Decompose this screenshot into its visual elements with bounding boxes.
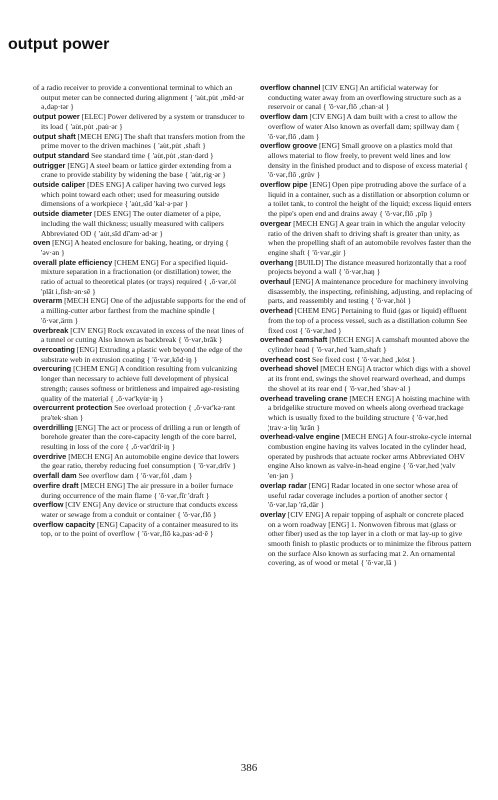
dictionary-entry (33, 151, 246, 161)
entry-headword: overlay (260, 509, 286, 519)
dictionary-entry (33, 238, 246, 257)
dictionary-entry (33, 258, 246, 297)
entry-definition: [CIV ENG] A repair topping of asphalt or concrete placed on a worn roadway [ENG] 1. Nonwoven fibrous mat (glass or other fiber) used as the top layer in a cloth or mat lay-up to give smooth finish to plastic products or to minimize the fibrous pattern on the surface Also known as surfacing mat 2. An ornamental covering, as of wood or metal { 'ō·vər‚lā } (268, 509, 472, 568)
dictionary-entry (33, 500, 246, 519)
entry-definition: See overload protection { ‚ō·vər'kə·rənt prə'tek·shən } (41, 403, 236, 422)
entry-definition: [ENG] A maintenance procedure for machinery involving disassembly, the inspecting, refinishing, adjusting, and replacing of parts, and reassembly and testing { 'ō·vər‚hȯl } (268, 277, 473, 306)
dictionary-entry (33, 83, 246, 112)
dictionary-entry (260, 112, 473, 141)
dictionary-entry (33, 423, 246, 452)
guide-word: output power (8, 36, 110, 53)
dictionary-entry (33, 345, 246, 364)
entry-definition: [CHEM ENG] A condition resulting from vulcanizing longer than necessary to achieve full development of physical strength; causes softness or brittleness and impaired age-resisting quality of the material { ‚ō·vər'kyu̇r·iŋ } (41, 364, 240, 403)
dictionary-entry (260, 83, 473, 112)
right-column (260, 83, 473, 568)
entry-definition: [ENG] A heated enclosure for baking, heating, or drying { 'əv·ən } (41, 238, 229, 257)
entry-definition: [MECH ENG] A hoisting machine with a bridgelike structure moved on wheels along overhead trackage which is usually fixed to the building structure { 'ō·vər‚hed ¦trav·ə·liŋ 'krān } (268, 393, 470, 432)
entry-headword: output shaft (33, 131, 76, 141)
dictionary-entry (260, 364, 473, 393)
entry-headword: overhead camshaft (260, 335, 328, 345)
dictionary-entry (260, 394, 473, 433)
dictionary-entry (33, 209, 246, 238)
dictionary-entry (260, 335, 473, 354)
entry-definition: [MECH ENG] A gear train in which the angular velocity ratio of the driven shaft to driving shaft is greater than unity, as when the propelling shaft of an automobile revolves faster than the engine shaft { 'ō·vər‚gir } (268, 218, 472, 257)
entry-headword: overdrilling (33, 422, 74, 432)
entry-headword: overcurrent protection (33, 403, 113, 413)
entry-headword: overbreak (33, 325, 69, 335)
dictionary-entry (33, 132, 246, 151)
dictionary-entry (260, 355, 473, 365)
dictionary-entry (33, 481, 246, 500)
entry-definition: [BUILD] The distance measured horizontally that a roof projects beyond a wall { 'ō·vər‚haŋ } (268, 257, 467, 277)
entry-headword: overflow channel (260, 83, 321, 92)
dictionary-entry (260, 277, 473, 306)
entry-headword: outrigger (33, 160, 66, 170)
entry-definition: See standard time { 'au̇t‚pu̇t ‚stan·dərd } (91, 150, 214, 160)
entry-definition: [CIV ENG] An artificial waterway for conducting water away from an overflowing structure such as a reservoir or canal { 'ō·vər‚flō ‚chan·əl } (268, 83, 461, 112)
dictionary-entry (33, 112, 246, 131)
entry-definition: [MECH ENG] The air pressure in a boiler furnace during occurrence of the main flame { 'ō·vər‚fīr 'draft } (41, 480, 234, 500)
entry-headword: overarm (33, 296, 63, 306)
entry-definition: [ENG] Extruding a plastic web beyond the edge of the substrate web in extrusion coating { 'ō·vər‚kōd·iŋ } (41, 344, 243, 364)
entry-headword: oven (33, 238, 51, 248)
entry-headword: outside diameter (33, 209, 93, 219)
entry-headword: overcoating (33, 344, 75, 354)
entry-headword: overhead cost (260, 354, 311, 364)
dictionary-entry (33, 471, 246, 481)
entry-headword: overhang (260, 257, 294, 267)
entry-headword: output standard (33, 150, 90, 160)
entry-definition: [CIV ENG] A dam built with a crest to allow the overflow of water Also known as overfall dam; spillway dam { 'ō·vər‚flō ‚dam } (268, 112, 460, 141)
entry-headword: overflow dam (260, 112, 308, 122)
entry-definition: [DES ENG] A caliper having two curved legs which point toward each other; used for measuring outside dimensions of a workpiece { 'au̇t‚sīd 'kal·ə·pər } (41, 180, 226, 209)
dictionary-entry (33, 161, 246, 180)
entry-definition: [ELEC] Power delivered by a system or transducer to its load { 'au̇t‚pu̇t ‚pau̇·ər } (41, 112, 245, 131)
dictionary-entry (260, 432, 473, 481)
entry-headword: output power (33, 112, 80, 122)
entry-headword: overgear (260, 218, 292, 228)
entry-definition: [ENG] The act or process of drilling a run or length of borehole greater than the core-capacity length of the core barrel, resulting in loss of the core { ‚ō·vər'dril·iŋ } (41, 422, 241, 452)
entry-definition: [ENG] A steel beam or lattice girder extending from a crane to provide stability by widening the base { 'au̇t‚rig·ər } (41, 160, 232, 180)
entry-headword: overlap radar (260, 480, 307, 490)
entry-definition: [ENG] Small groove on a plastics mold that allows material to flow freely, to prevent weld lines and low density in the finished product and to dispose of excess material { 'ō·vər‚flō ‚grüv } (268, 141, 468, 180)
entry-definition: [MECH ENG] The shaft that transfers motion from the prime mover to the driven machines { 'au̇t‚pu̇t ‚shaft } (41, 131, 245, 151)
dictionary-entry (260, 306, 473, 335)
dictionary-entry (260, 180, 473, 219)
entry-definition: See fixed cost { 'ō·vər‚hed ‚kȯst } (312, 354, 416, 364)
running-header (0, 0, 498, 60)
dictionary-entry (260, 510, 473, 568)
entry-definition: [MECH ENG] A four-stroke-cycle internal combustion engine having its valves located in the cylinder head, operated by pushrods that actuate rocker arms Abbreviated OHV engine Also known as valve-in-head engine { 'ō·vər‚hed ¦valv 'en·jən } (268, 432, 472, 481)
entry-definition: [ENG] Open pipe protruding above the surface of a liquid in a container, such as a distillation or absorption column or a toilet tank, to control the height of the liquid; excess liquid enters the pipe's open end and drains away { 'ō·vər‚flō ‚pīp } (268, 180, 472, 219)
entry-headword: overhaul (260, 277, 291, 287)
entry-definition: of a radio receiver to provide a conventional terminal to which an output meter can be connected during alignment { 'au̇t‚pu̇t ‚mēd·ər ə‚dap·tər } (33, 83, 245, 112)
entry-definition: [CHEM ENG] Pertaining to fluid (gas or liquid) effluent from the top of a process vessel, such as a distillation column See fixed cost { 'ō·vər‚hed } (268, 306, 468, 335)
entry-definition: [MECH ENG] An automobile engine device that lowers the gear ratio, thereby reducing fuel consumption { 'ō·vər‚drīv } (41, 451, 239, 471)
entry-headword: overdrive (33, 451, 67, 461)
entry-definition: [ENG] Capacity of a container measured to its top, or to the point of overflow { 'ō·vər‚flō kə‚pas·əd·ē } (41, 519, 239, 539)
entry-definition: See overflow dam { 'ō·vər‚fȯl ‚dam } (78, 471, 193, 481)
entry-headword: overfall dam (33, 471, 77, 481)
dictionary-entry (33, 520, 246, 539)
entry-definition: [CIV ENG] Rock excavated in excess of the neat lines of a tunnel or cutting Also known as backbreak { 'ō·vər‚brāk } (41, 325, 244, 345)
dictionary-entry (33, 326, 246, 345)
dictionary-entry (260, 258, 473, 277)
entry-definition: [MECH ENG] One of the adjustable supports for the end of a milling-cutter arbor farthest from the machine spindle { 'ō·vər‚ärm } (41, 296, 246, 325)
dictionary-entry (260, 481, 473, 510)
entry-headword: overhead shovel (260, 364, 319, 374)
dictionary-entry (33, 180, 246, 209)
dictionary-entry (33, 364, 246, 403)
entry-headword: overflow (33, 500, 64, 510)
entry-definition: [CHEM ENG] For a specified liquid-mixture separation in a fractionation (or distillation) tower, the ratio of actual to theoretical plates (or trays) required { ‚ō·vər‚ȯl 'plāt i‚fish·ən·sē } (41, 257, 237, 296)
entry-definition: [MECH ENG] A tractor which digs with a shovel at its front end, swings the shovel rearward overhead, and dumps the shovel at its rear end { 'ō·vər‚hed 'shəv·əl } (268, 364, 471, 393)
entry-definition: [CIV ENG] Any device or structure that conducts excess water or sewage from a conduit or container { 'ō·vər‚flō } (41, 500, 238, 519)
entry-headword: overcuring (33, 364, 72, 374)
entry-definition: [DES ENG] The outer diameter of a pipe, including the wall thickness; usually measured with calipers Abbreviated OD { 'au̇t‚sīd dī'am·əd·ər } (41, 209, 224, 238)
entry-headword: overflow pipe (260, 180, 308, 190)
entry-headword: overfire draft (33, 480, 79, 490)
dictionary-entry (260, 141, 473, 180)
page-number: 386 (240, 762, 258, 774)
entry-headword: overflow capacity (33, 519, 96, 529)
dictionary-entry (33, 296, 246, 325)
entry-definition: [ENG] Radar located in one sector whose area of useful radar coverage includes a portion of another sector { 'ō·vər‚lap 'rā‚där } (268, 480, 459, 510)
entry-headword: overflow groove (260, 141, 318, 151)
entry-headword: overhead (260, 306, 293, 316)
entry-headword: overhead traveling crane (260, 393, 348, 403)
dictionary-entry (33, 403, 246, 422)
dictionary-entry (260, 219, 473, 258)
entry-headword: outside caliper (33, 180, 86, 190)
dictionary-entry (33, 452, 246, 471)
entry-headword: overall plate efficiency (33, 257, 113, 267)
entry-headword: overhead-valve engine (260, 432, 340, 442)
left-column (33, 83, 246, 539)
entry-definition: [MECH ENG] A camshaft mounted above the cylinder head { 'ō·vər‚hed 'kam‚shaft } (268, 335, 470, 354)
